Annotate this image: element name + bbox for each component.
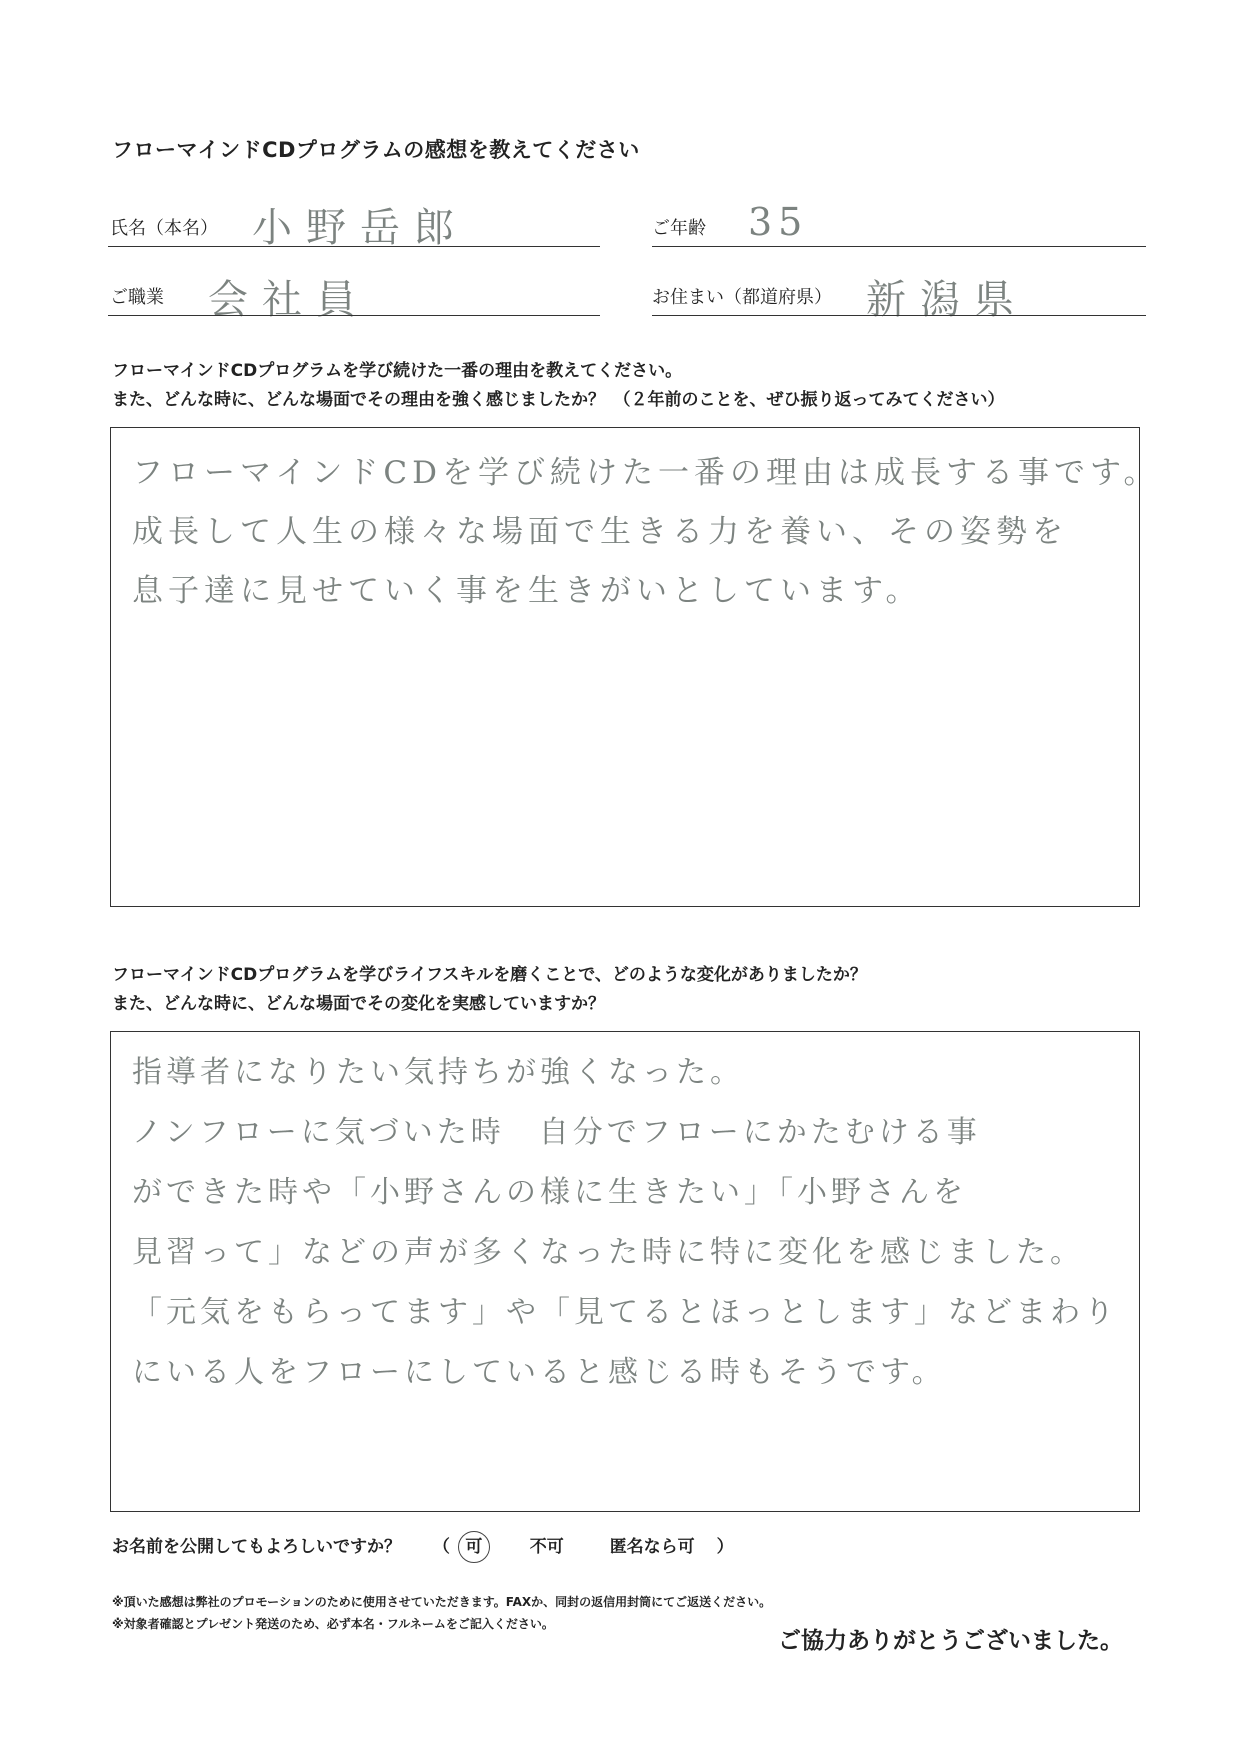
- consent-question: お名前を公開してもよろしいですか？: [112, 1537, 401, 1557]
- age-value[interactable]: 35: [748, 200, 809, 244]
- consent-row: [112, 1531, 734, 1563]
- occupation-underline: [108, 315, 600, 316]
- answer-2-line: にいる人をフローにしていると感じる時もそうです。: [132, 1355, 946, 1390]
- answer-2-line: 見習って」などの声が多くなった時に特に変化を感じました。: [132, 1235, 1084, 1270]
- question-1-line: フローマインドCDプログラムを学び続けた一番の理由を教えてください。: [112, 361, 683, 381]
- answer-2-line: 指導者になりたい気持ちが強くなった。: [132, 1055, 744, 1090]
- thanks-message: ご協力ありがとうございました。: [778, 1627, 1123, 1654]
- name-value[interactable]: 小野岳郎: [252, 205, 468, 251]
- note-line: ※対象者確認とプレゼント発送のため、必ず本名・フルネームをご記入ください。: [112, 1617, 554, 1631]
- age-underline: [652, 246, 1146, 247]
- answer-1-line: 成長して人生の様々な場面で生きる力を養い、その姿勢を: [132, 514, 1068, 550]
- note-line: ※頂いた感想は弊社のプロモーションのために使用させていただきます。FAXか、同封の返信用封筒にてご返送ください。: [112, 1595, 772, 1609]
- residence-value[interactable]: 新潟県: [866, 277, 1028, 323]
- answer-2-line: 「元気をもらってます」や「見てるとほっとします」などまわり: [132, 1295, 1118, 1330]
- form-title: フローマインドCDプログラムの感想を教えてください: [112, 138, 640, 162]
- name-underline: [108, 246, 600, 247]
- residence-label: お住まい（都道府県）: [652, 287, 832, 308]
- question-2-line: フローマインドCDプログラムを学びライフスキルを磨くことで、どのような変化がありましたか？: [112, 965, 867, 985]
- name-label: 氏名（本名）: [110, 218, 218, 239]
- answer-2-line: ができた時や「小野さんの様に生きたい」「小野さんを: [132, 1175, 967, 1210]
- answer-1-line: フローマインドCDを学び続けた一番の理由は成長する事です。: [132, 455, 1160, 491]
- question-2-line: また、どんな時に、どんな場面でその変化を実感していますか？: [112, 994, 605, 1014]
- residence-underline: [652, 315, 1146, 316]
- answer-1-text: [132, 444, 1159, 621]
- occupation-label: ご職業: [110, 287, 164, 308]
- consent-close-paren: ）: [716, 1537, 734, 1557]
- answer-2-line: ノンフローに気づいた時 自分でフローにかたむける事: [132, 1115, 981, 1150]
- age-label: ご年齢: [652, 218, 706, 239]
- consent-option-allow[interactable]: 可: [458, 1531, 490, 1563]
- consent-open-paren: （: [432, 1537, 450, 1557]
- question-2: [112, 961, 867, 1019]
- question-1-line: また、どんな時に、どんな場面でその理由を強く感じましたか？ （２年前のことを、ぜひ振り返ってみてください）: [112, 390, 1005, 410]
- answer-2-text: [132, 1043, 1118, 1403]
- occupation-value[interactable]: 会社員: [208, 277, 370, 323]
- answer-1-line: 息子達に見せていく事を生きがいとしています。: [132, 573, 922, 609]
- consent-option-anonymous[interactable]: 匿名なら可: [609, 1537, 695, 1557]
- question-1: [112, 357, 1005, 415]
- consent-option-deny[interactable]: 不可: [529, 1537, 564, 1557]
